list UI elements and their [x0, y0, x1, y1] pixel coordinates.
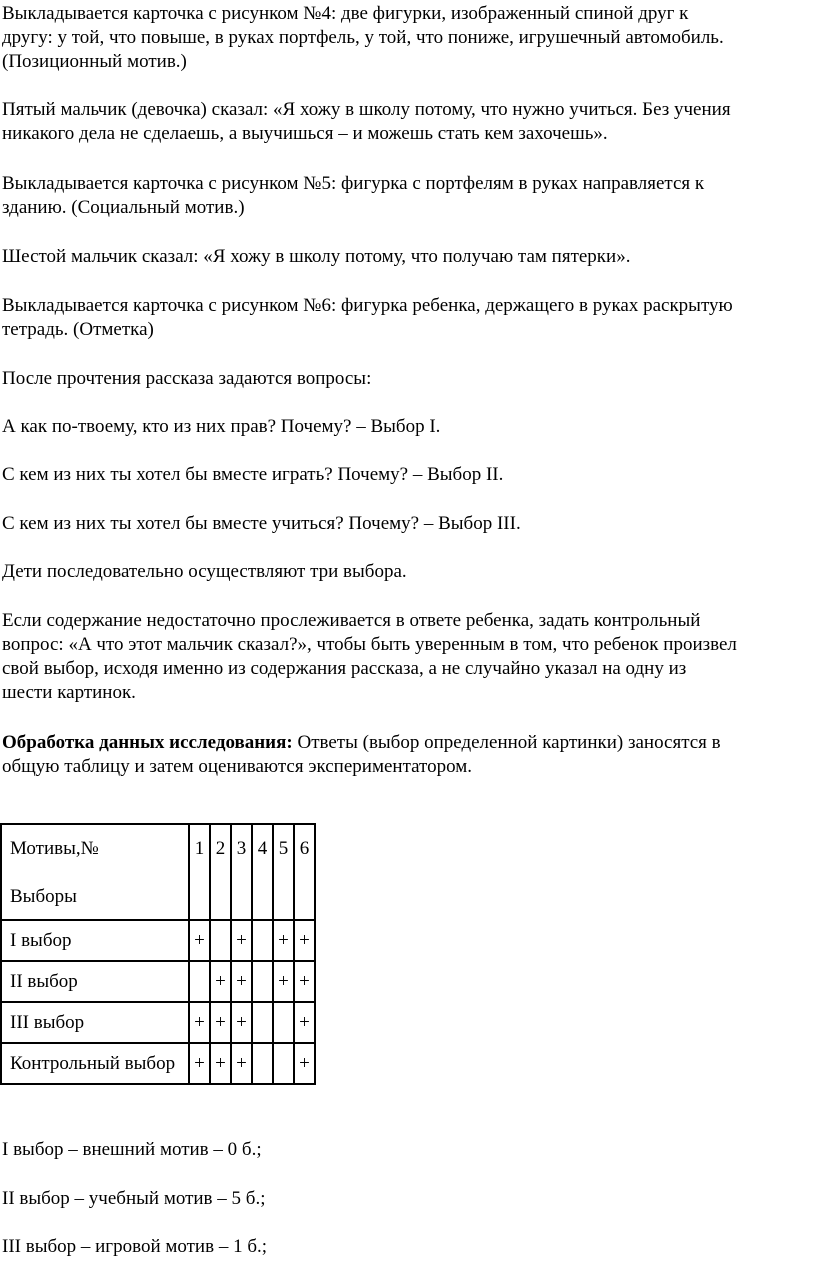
table-cell: +	[189, 920, 210, 961]
text-line: (Позиционный мотив.)	[2, 51, 187, 72]
paragraph-score-2	[2, 1187, 814, 1211]
table-cell: +	[273, 920, 294, 961]
column-header: 2	[210, 824, 231, 920]
table-cell	[273, 1043, 294, 1084]
paragraph-questions-intro	[2, 367, 814, 391]
column-header: 5	[273, 824, 294, 920]
table-cell	[189, 961, 210, 1002]
column-header: 3	[231, 824, 252, 920]
text-line: зданию. (Социальный мотив.)	[2, 197, 245, 218]
table-cell	[273, 1002, 294, 1043]
row-label: I выбор	[1, 920, 189, 961]
text-line: Выкладывается карточка с рисунком №5: фигурка с портфелям в руках направляется к	[2, 173, 705, 194]
text-run: Ответы (выбор определенной картинки) заносятся в	[292, 732, 721, 753]
paragraph-data-processing	[2, 731, 814, 779]
column-header: 1	[189, 824, 210, 920]
paragraph-card-5	[2, 172, 814, 220]
text-line: Если содержание недостаточно прослеживается в ответе ребенка, задать контрольный	[2, 610, 701, 631]
paragraph-control-question	[2, 609, 814, 705]
text-line: общую таблицу и затем оцениваются экспериментатором.	[2, 756, 473, 777]
bold-heading: Обработка данных исследования:	[2, 732, 293, 753]
table-cell	[252, 1043, 273, 1084]
table-cell: +	[231, 961, 252, 1002]
text-line: После прочтения рассказа задаются вопросы:	[2, 368, 372, 389]
table-cell: +	[231, 920, 252, 961]
text-line: шести картинок.	[2, 682, 136, 703]
paragraph-question-2	[2, 463, 814, 487]
row-label: Контрольный выбор	[1, 1043, 189, 1084]
table-cell	[252, 961, 273, 1002]
table-cell: +	[231, 1043, 252, 1084]
paragraph-card-6	[2, 294, 814, 342]
table-header-label	[1, 824, 189, 920]
table-cell: +	[294, 1002, 315, 1043]
table-cell	[210, 920, 231, 961]
row-label: III выбор	[1, 1002, 189, 1043]
motives-table	[0, 823, 316, 1085]
paragraph-card-4	[2, 2, 814, 74]
table-cell: +	[273, 961, 294, 1002]
table-cell: +	[294, 1043, 315, 1084]
paragraph-score-1	[2, 1138, 814, 1162]
column-header: 6	[294, 824, 315, 920]
text-line: тетрадь. (Отметка)	[2, 319, 154, 340]
text-line: вопрос: «А что этот мальчик сказал?», чтобы быть уверенным в том, что ребенок произвел	[2, 634, 737, 655]
text-line: А как по-твоему, кто из них прав? Почему? – Выбор I.	[2, 416, 441, 437]
paragraph-three-choices	[2, 560, 814, 584]
text-line: II выбор – учебный мотив – 5 б.;	[2, 1188, 266, 1209]
paragraph-fifth-boy	[2, 98, 814, 146]
paragraph-score-3	[2, 1235, 814, 1259]
text-line: С кем из них ты хотел бы вместе играть? Почему? – Выбор II.	[2, 464, 504, 485]
text-line: свой выбор, исходя именно из содержания рассказа, а не случайно указал на одну из	[2, 658, 687, 679]
paragraph-sixth-boy	[2, 245, 814, 269]
table-cell: +	[231, 1002, 252, 1043]
text-line: другу: у той, что повыше, в руках портфель, у той, что пониже, игрушечный автомобиль.	[2, 27, 724, 48]
text-line: Дети последовательно осуществляют три выбора.	[2, 561, 407, 582]
row-label: II выбор	[1, 961, 189, 1002]
table-cell: +	[210, 1002, 231, 1043]
table-cell: +	[210, 1043, 231, 1084]
paragraph-question-3	[2, 512, 814, 536]
text-line: III выбор – игровой мотив – 1 б.;	[2, 1236, 268, 1257]
table-row	[1, 920, 315, 961]
text-line: Шестой мальчик сказал: «Я хожу в школу потому, что получаю там пятерки».	[2, 246, 631, 267]
table-cell: +	[189, 1002, 210, 1043]
table-cell: +	[189, 1043, 210, 1084]
text-line: I выбор – внешний мотив – 0 б.;	[2, 1139, 262, 1160]
header-label-motives: Мотивы,№	[10, 838, 99, 859]
text-line: С кем из них ты хотел бы вместе учиться? Почему? – Выбор III.	[2, 513, 521, 534]
table-cell: +	[294, 961, 315, 1002]
text-line: Выкладывается карточка с рисунком №4: две фигурки, изображенный спиной друг к	[2, 3, 689, 24]
paragraph-question-1	[2, 415, 814, 439]
table-header-row	[1, 824, 315, 920]
text-line: никакого дела не сделаешь, а выучишься – и можешь стать кем захочешь».	[2, 123, 608, 144]
table-cell	[252, 920, 273, 961]
text-line	[2, 731, 814, 755]
table-row	[1, 1002, 315, 1043]
text-line: Пятый мальчик (девочка) сказал: «Я хожу в школу потому, что нужно учиться. Без учения	[2, 99, 731, 120]
text-line: Выкладывается карточка с рисунком №6: фигурка ребенка, держащего в руках раскрытую	[2, 295, 733, 316]
table-cell: +	[210, 961, 231, 1002]
table-cell	[252, 1002, 273, 1043]
column-header: 4	[252, 824, 273, 920]
table-cell: +	[294, 920, 315, 961]
table-row	[1, 961, 315, 1002]
table-row	[1, 1043, 315, 1084]
header-label-choices: Выборы	[10, 886, 77, 907]
